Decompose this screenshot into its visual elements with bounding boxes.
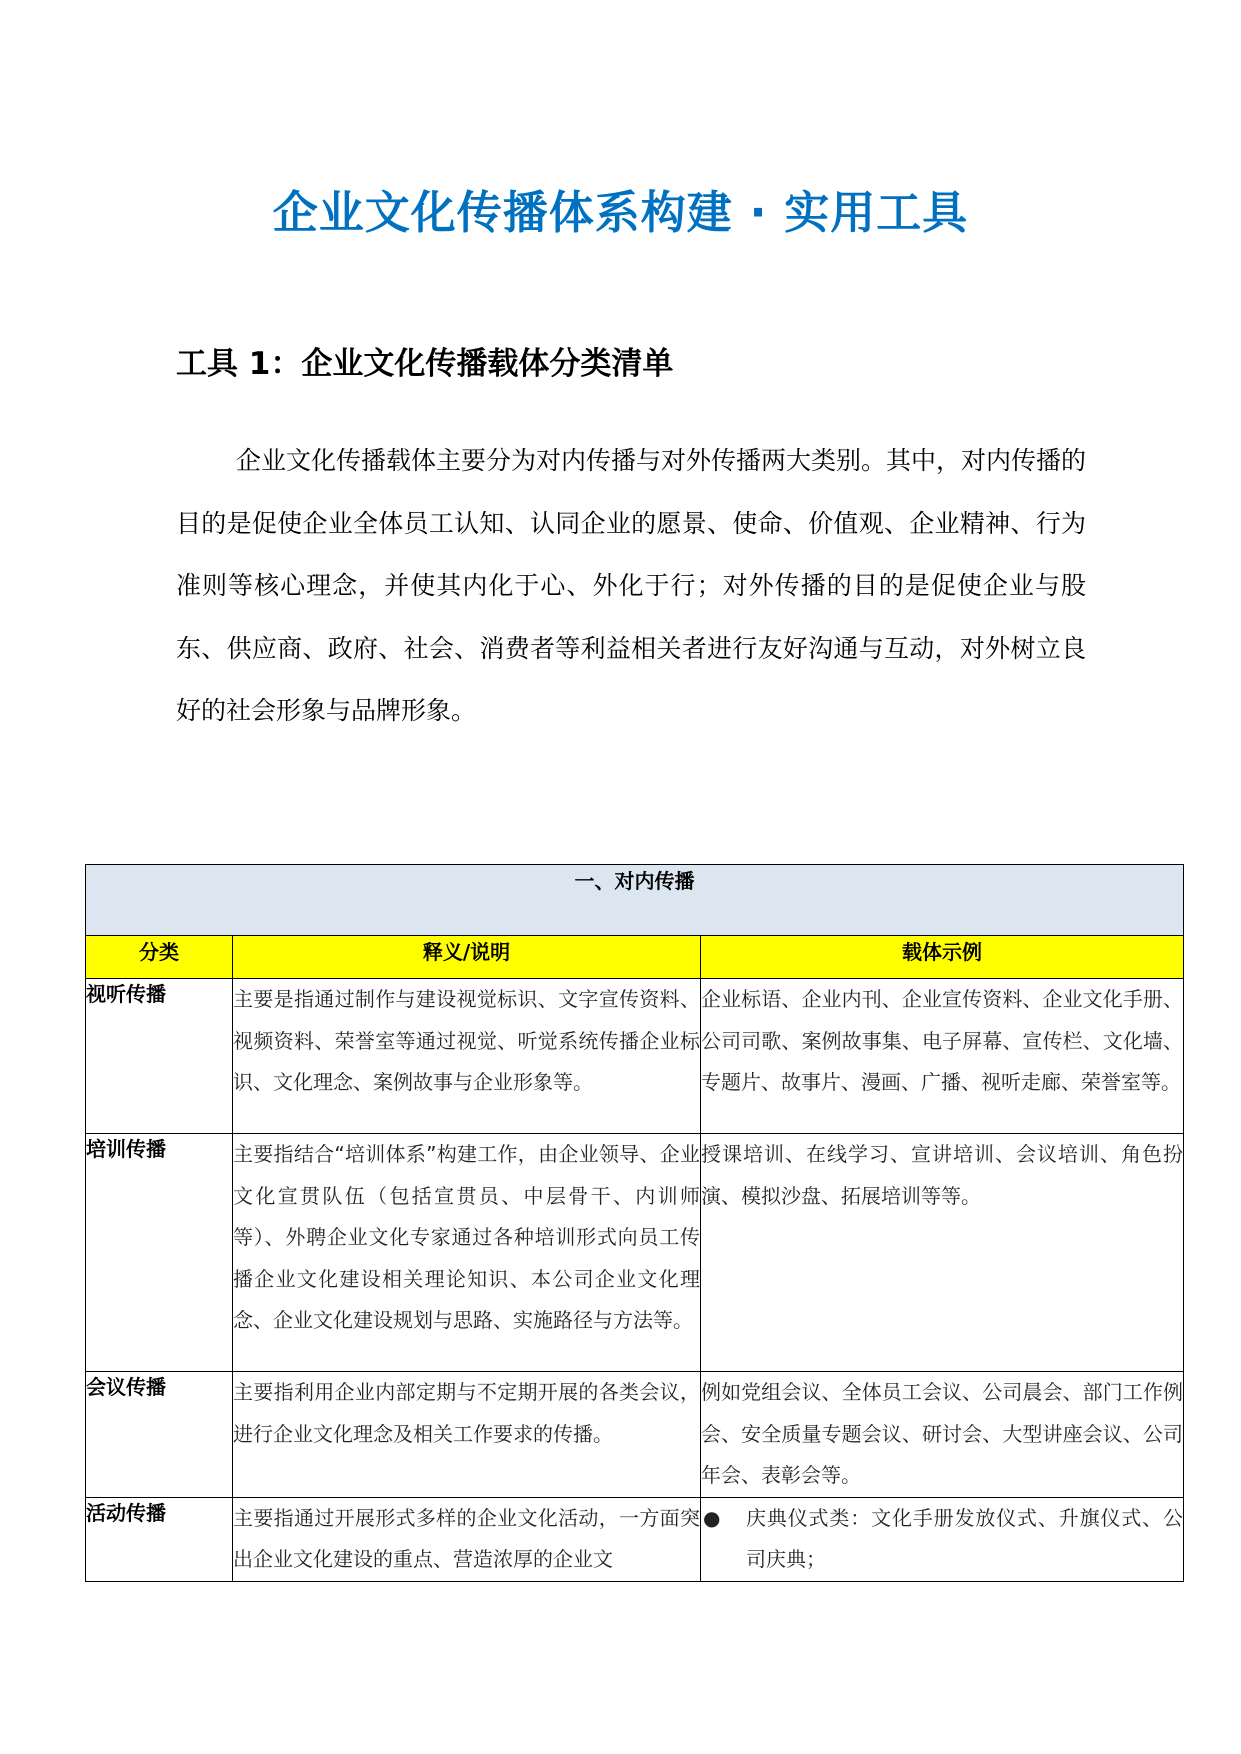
table-row — [86, 979, 1184, 1134]
examples-bullet-list — [701, 1498, 1183, 1581]
header-examples: 载体示例 — [701, 936, 1184, 979]
intro-paragraph: 企业文化传播载体主要分为对内传播与对外传播两大类别。其中，对内传播的目的是促使企业全体员工认知、认同企业的愿景、使命、价值观、企业精神、行为准则等核心理念，并使其内化于心、外化于行；对外传播的目的是促使企业与股东、供应商、政府、社会、消费者等利益相关者进行友好沟通与互动，对外树立良好的社会形象与品牌形象。 — [176, 446, 1087, 725]
row-category: 活动传播 — [86, 1497, 233, 1581]
band-title: 一、对内传播 — [86, 865, 1184, 936]
carrier-table — [85, 864, 1184, 1582]
row-category: 培训传播 — [86, 1134, 233, 1372]
table-band-row — [86, 865, 1184, 936]
row-description: 主要指通过开展形式多样的企业文化活动，一方面突出企业文化建设的重点、营造浓厚的企业文 — [233, 1497, 701, 1581]
bullet-icon: ● — [703, 1505, 721, 1530]
header-category: 分类 — [86, 936, 233, 979]
row-category: 会议传播 — [86, 1372, 233, 1498]
row-examples — [701, 1497, 1184, 1581]
row-description: 主要指利用企业内部定期与不定期开展的各类会议，进行企业文化理念及相关工作要求的传播。 — [233, 1372, 701, 1498]
table-row — [86, 1497, 1184, 1581]
section-heading: 工具 1：企业文化传播载体分类清单 — [176, 346, 674, 382]
list-item — [701, 1498, 1183, 1581]
row-examples: 例如党组会议、全体员工会议、公司晨会、部门工作例会、安全质量专题会议、研讨会、大型讲座会议、公司年会、表彰会等。 — [701, 1372, 1184, 1498]
row-examples: 企业标语、企业内刊、企业宣传资料、企业文化手册、公司司歌、案例故事集、电子屏幕、宣传栏、文化墙、专题片、故事片、漫画、广播、视听走廊、荣誉室等。 — [701, 979, 1184, 1134]
row-examples: 授课培训、在线学习、宣讲培训、会议培训、角色扮演、模拟沙盘、拓展培训等等。 — [701, 1134, 1184, 1372]
table-row — [86, 1134, 1184, 1372]
row-category: 视听传播 — [86, 979, 233, 1134]
list-item-text: 庆典仪式类：文化手册发放仪式、升旗仪式、公司庆典； — [746, 1505, 1184, 1571]
table-header-row — [86, 936, 1184, 979]
row-description: 主要指结合“培训体系”构建工作，由企业领导、企业文化宣贯队伍（包括宣贯员、中层骨干、内训师等）、外聘企业文化专家通过各种培训形式向员工传播企业文化建设相关理论知识、本公司企业文化理念、企业文化建设规划与思路、实施路径与方法等。 — [233, 1134, 701, 1372]
header-description: 释义/说明 — [233, 936, 701, 979]
table-row — [86, 1372, 1184, 1498]
row-description: 主要是指通过制作与建设视觉标识、文字宣传资料、视频资料、荣誉室等通过视觉、听觉系统传播企业标识、文化理念、案例故事与企业形象等。 — [233, 979, 701, 1134]
document-title: 企业文化传播体系构建 · 实用工具 — [272, 186, 969, 239]
